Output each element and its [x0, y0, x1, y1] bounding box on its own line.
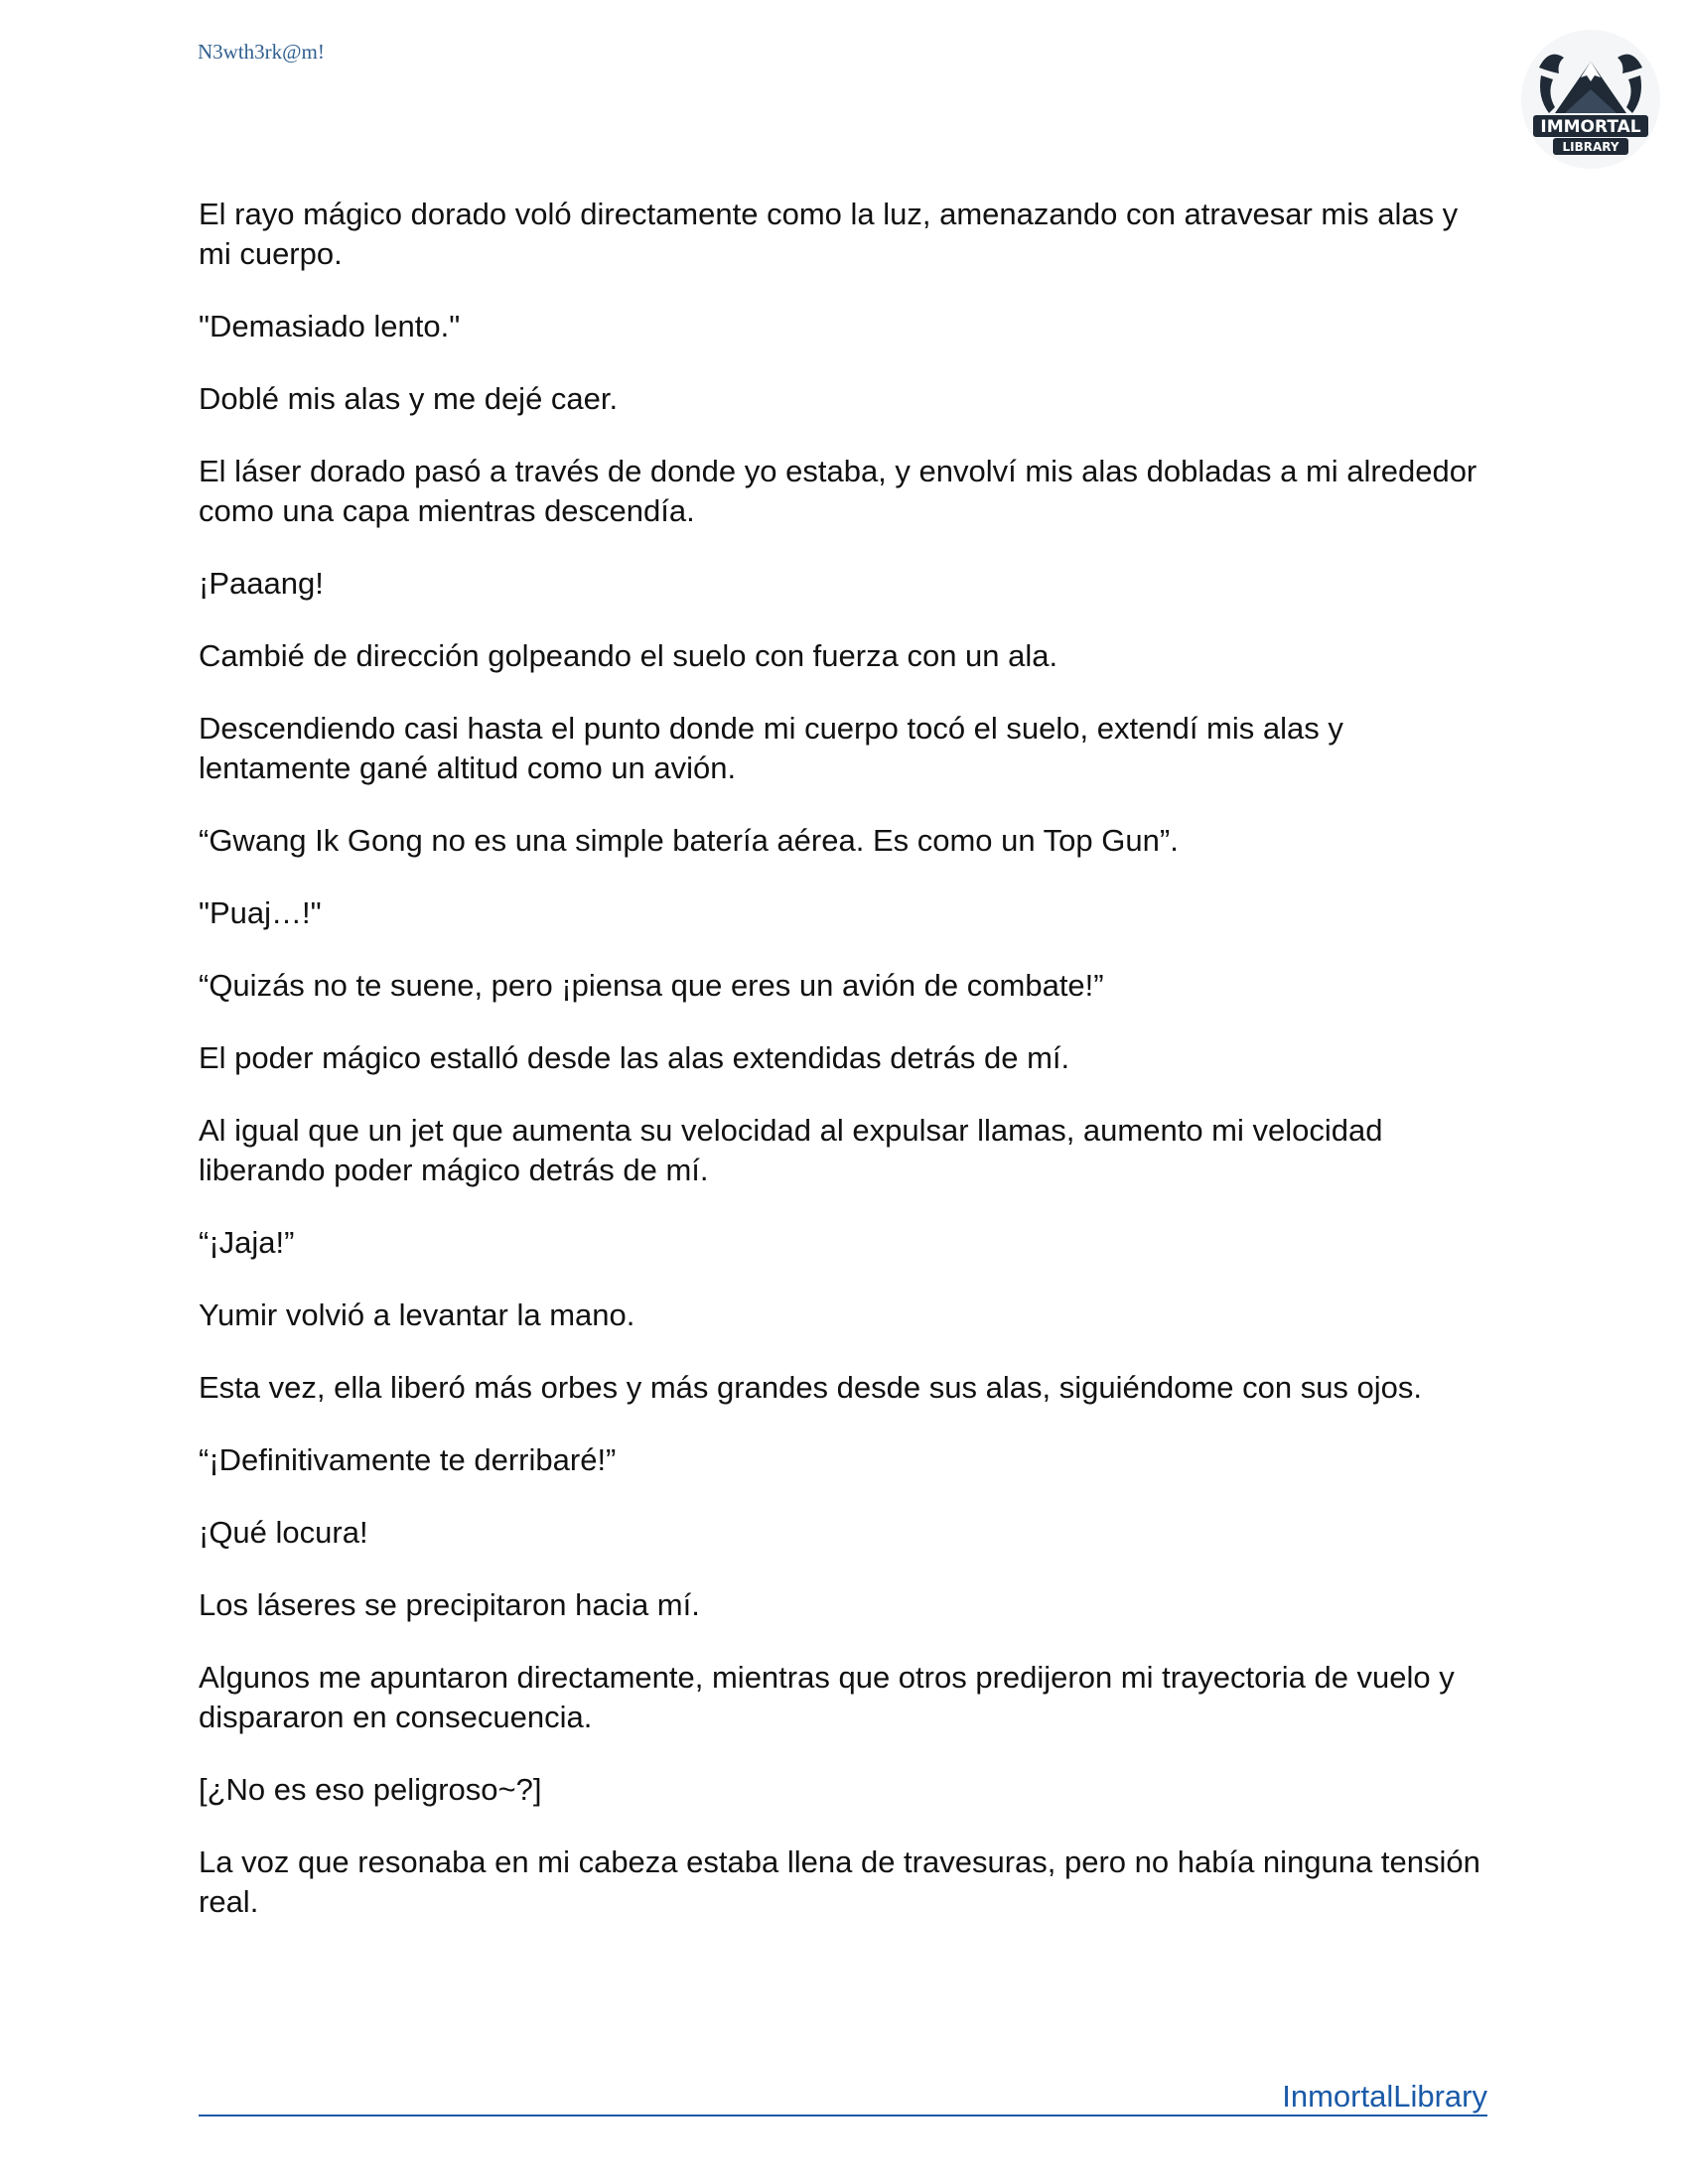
- paragraph: Los láseres se precipitaron hacia mí.: [199, 1587, 700, 1622]
- paragraph: Cambié de dirección golpeando el suelo con fuerza con un ala.: [199, 638, 1058, 673]
- paragraph: ¡Paaang!: [199, 566, 324, 601]
- footer-rule: [199, 2115, 1487, 2116]
- header-credit: N3wth3rk@m!: [198, 40, 325, 64]
- paragraph: La voz que resonaba en mi cabeza estaba llena de travesuras, pero no había ninguna tensión real.: [199, 1844, 1480, 1919]
- paragraph: “¡Definitivamente te derribaré!”: [199, 1442, 617, 1477]
- logo-line-1: IMMORTAL: [1540, 117, 1641, 137]
- paragraph: "Demasiado lento.": [199, 309, 461, 343]
- paragraph: "Puaj…!": [199, 895, 322, 930]
- paragraph: Algunos me apuntaron directamente, mientras que otros predijeron mi trayectoria de vuelo y dispararon en consecuencia.: [199, 1660, 1455, 1734]
- paragraph: Esta vez, ella liberó más orbes y más grandes desde sus alas, siguiéndome con sus ojos.: [199, 1370, 1423, 1405]
- story-text: [199, 195, 1489, 1955]
- paragraph: El láser dorado pasó a través de donde yo estaba, y envolví mis alas dobladas a mi alrededor como una capa mientras descendía.: [199, 454, 1477, 528]
- paragraph: Al igual que un jet que aumenta su velocidad al expulsar llamas, aumento mi velocidad liberando poder mágico detrás de mí.: [199, 1113, 1383, 1187]
- paragraph: “Quizás no te suene, pero ¡piensa que eres un avión de combate!”: [199, 968, 1104, 1003]
- immortal-library-crest-icon: [1519, 28, 1662, 171]
- paragraph: Doblé mis alas y me dejé caer.: [199, 381, 619, 416]
- footer-link[interactable]: InmortalLibrary: [1282, 2079, 1487, 2114]
- paragraph: El poder mágico estalló desde las alas extendidas detrás de mí.: [199, 1040, 1070, 1075]
- paragraph: “¡Jaja!”: [199, 1225, 295, 1260]
- paragraph: El rayo mágico dorado voló directamente como la luz, amenazando con atravesar mis alas y mi cuerpo.: [199, 197, 1459, 271]
- paragraph: ¡Qué locura!: [199, 1515, 368, 1550]
- logo-line-2: LIBRARY: [1562, 140, 1619, 154]
- paragraph: Yumir volvió a levantar la mano.: [199, 1297, 635, 1332]
- paragraph: Descendiendo casi hasta el punto donde mi cuerpo tocó el suelo, extendí mis alas y lentamente gané altitud como un avión.: [199, 711, 1343, 785]
- paragraph: [¿No es eso peligroso~?]: [199, 1772, 542, 1807]
- paragraph: “Gwang Ik Gong no es una simple batería aérea. Es como un Top Gun”.: [199, 823, 1179, 858]
- immortal-library-logo: [1519, 28, 1662, 171]
